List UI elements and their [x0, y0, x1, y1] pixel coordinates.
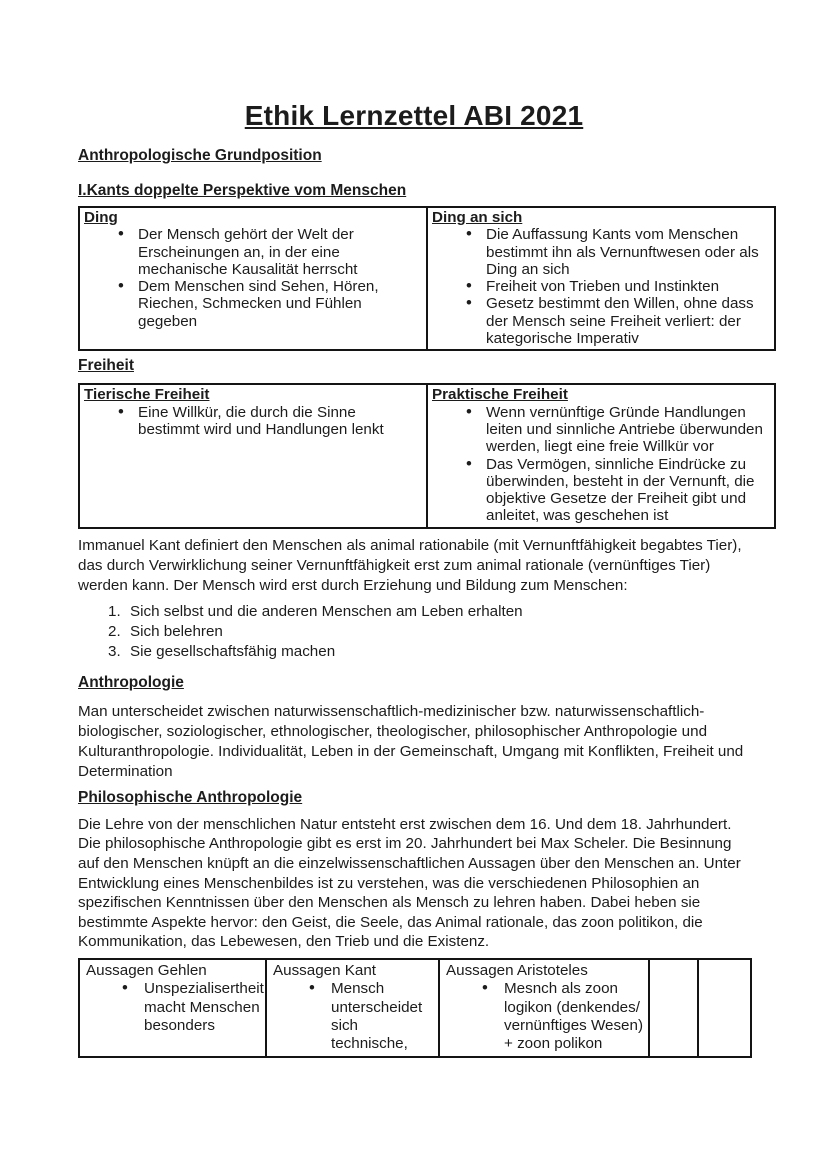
- tierische-freiheit-bullet-list: [84, 404, 420, 439]
- table-row: [79, 959, 751, 1057]
- heading-anthropologische-grundposition: Anthropologische Grundposition: [78, 147, 322, 164]
- numbered-list-item: Sich selbst und die anderen Menschen am Leben erhalten: [130, 602, 523, 620]
- table-row: [79, 384, 775, 527]
- heading-freiheit: Freiheit: [78, 357, 134, 375]
- cell-aussagen-kant: [266, 959, 439, 1057]
- numbered-list-item: Sie gesellschaftsfähig machen: [130, 642, 336, 660]
- praktische-freiheit-bullet-list: [432, 404, 768, 525]
- bullet-item: • Unspezialisertheit macht Menschen besonders: [86, 980, 261, 1035]
- cell-header-ding: Ding: [84, 209, 118, 226]
- cell-header-ding-an-sich: Ding an sich: [432, 209, 523, 226]
- cell-empty-2: [698, 959, 751, 1057]
- aristoteles-bullet-list: [446, 980, 644, 1053]
- heading-philosophische-anthropologie: Philosophische Anthropologie: [78, 788, 303, 806]
- kant-bullet-list: [273, 980, 434, 1053]
- bullet-item: • Dem Menschen sind Sehen, Hören, Riechen, Schmecken und Fühlen gegeben: [84, 278, 420, 330]
- cell-aussagen-aristoteles: [439, 959, 649, 1057]
- numbered-list: [78, 602, 750, 662]
- heading-kants-doppelte-perspektive: I.Kants doppelte Perspektive vom Menschen: [78, 182, 407, 199]
- cell-ding: [79, 207, 427, 350]
- cell-header-aussagen-kant: Aussagen Kant: [273, 961, 377, 979]
- page-title: Ethik Lernzettel ABI 2021: [244, 100, 584, 131]
- table-aussagen: [78, 958, 752, 1058]
- cell-empty-1: [649, 959, 698, 1057]
- gehlen-bullet-list: [86, 980, 264, 1035]
- bullet-item: • Mensch unterscheidet sich technische,: [273, 980, 434, 1053]
- bullet-item: • Gesetz bestimmt den Willen, ohne dass der Mensch seine Freiheit verliert: der kategorische Imperativ: [432, 295, 768, 347]
- cell-header-praktische-freiheit: Praktische Freiheit: [432, 386, 568, 404]
- bullet-item: • Der Mensch gehört der Welt der Erscheinungen an, in der eine mechanische Kausalität herrscht: [84, 226, 420, 278]
- cell-praktische-freiheit: [427, 384, 775, 527]
- ding-an-sich-bullet-list: [432, 226, 768, 347]
- paragraph-anthropologie: Man unterscheidet zwischen naturwissenschaftlich-medizinischer bzw. naturwissenschaftlich-biologischer, soziologischer, ethnologischer, theologischer, philosophischer Anthropologie und Kulturanthropologie. Individualität, Leben in der Gemeinschaft, Umgang mit Konflikten, Freiheit und Determination: [78, 702, 744, 780]
- bullet-item: • Mesnch als zoon logikon (denkendes/ vernünftiges Wesen) + zoon polikon: [446, 980, 644, 1053]
- paragraph-kant-definition: Immanuel Kant definiert den Menschen als animal rationabile (mit Vernunftfähigkeit begabtes Tier), das durch Verwirklichung seiner Vernunftfähigkeit erst zum animal rationale (vernünftiges Tier) werden kann. Der Mensch wird erst durch Erziehung und Bildung zum Menschen:: [78, 536, 742, 594]
- bullet-item: • Wenn vernünftige Gründe Handlungen leiten und sinnliche Antriebe überwunden werden, liegt eine freie Willkür vor: [432, 404, 768, 456]
- numbered-list-item: Sich belehren: [130, 622, 223, 640]
- cell-tierische-freiheit: [79, 384, 427, 527]
- bullet-item: • Die Auffassung Kants vom Menschen bestimmt ihn als Vernunftwesen oder als Ding an sich: [432, 226, 768, 278]
- table-kants-perspektive: [78, 206, 776, 351]
- table-row: [79, 207, 775, 350]
- cell-header-aussagen-gehlen: Aussagen Gehlen: [86, 961, 207, 979]
- bullet-item: • Das Vermögen, sinnliche Eindrücke zu überwinden, besteht in der Vernunft, die objektive Gesetze der Freiheit gibt und anleitet, was geschehen ist: [432, 456, 768, 525]
- cell-header-aussagen-aristoteles: Aussagen Aristoteles: [446, 961, 588, 979]
- bullet-item: • Freiheit von Trieben und Instinkten: [432, 278, 768, 295]
- document-content: [78, 0, 763, 1058]
- ding-bullet-list: [84, 226, 420, 330]
- cell-ding-an-sich: [427, 207, 775, 350]
- heading-anthropologie: Anthropologie: [78, 673, 184, 691]
- table-freiheit: [78, 383, 776, 528]
- cell-aussagen-gehlen: [79, 959, 266, 1057]
- bullet-item: • Eine Willkür, die durch die Sinne bestimmt wird und Handlungen lenkt: [84, 404, 420, 439]
- cell-header-tierische-freiheit: Tierische Freiheit: [84, 386, 210, 404]
- paragraph-philosophische-anthropologie: Die Lehre von der menschlichen Natur entsteht erst zwischen dem 16. Und dem 18. Jahrhundert. Die philosophische Anthropologie gibt es erst im 20. Jahrhundert bei Max Scheler. Die Besinnung auf den Menschen knüpft an die einzelwissenschaftlichen Aussagen über den Menschen an. Unter Entwicklung eines Menschenbildes ist zu verstehen, was die verschiedenen Philosophien an spezifischen Kenntnissen über den Menschen als Mensch zu lehren haben. Dabei heben sie bestimmte Aspekte hervor: den Geist, die Seele, das Animal rationale, das zoon politikon, die Kommunikation, das Lebewesen, den Trieb und die Existenz.: [78, 815, 741, 951]
